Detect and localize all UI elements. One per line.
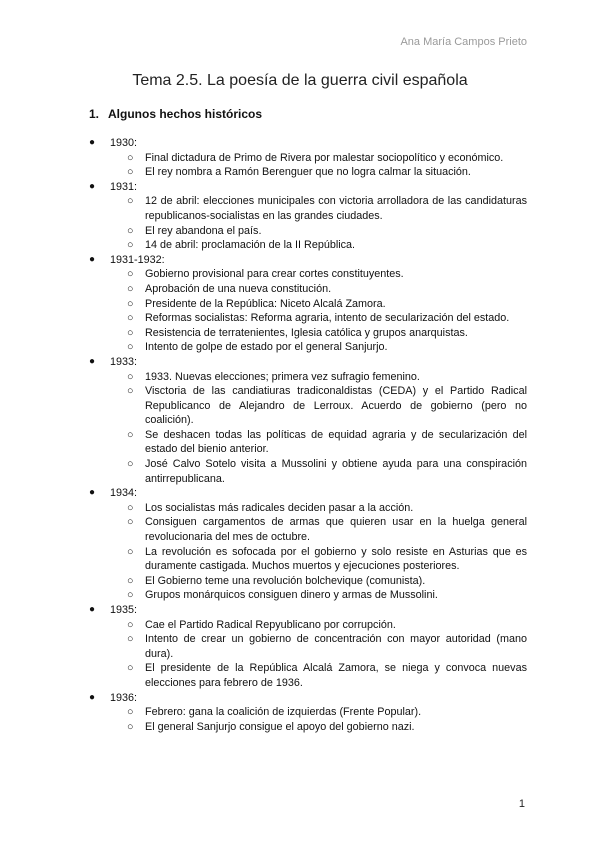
list-item — [89, 224, 527, 239]
event-text: 14 de abril: proclamación de la II República. — [145, 239, 356, 252]
event-text: La revolución es sofocada por el gobierno y solo resiste en Asturias que es duramente castigada. Muchos muertos y ejecuciones posteriores. — [145, 545, 527, 573]
timeline-entry — [89, 603, 527, 691]
list-item — [89, 238, 527, 253]
list-item — [89, 661, 527, 690]
event-text: Grupos monárquicos consiguen dinero y armas de Mussolini. — [145, 589, 438, 602]
timeline-year — [89, 180, 527, 195]
year-label: 1934: — [110, 487, 138, 500]
timeline-entry — [89, 180, 527, 253]
list-item — [89, 705, 527, 720]
section-heading — [89, 107, 262, 121]
event-text: El rey abandona el país. — [145, 224, 262, 237]
event-text: Intento de crear un gobierno de concentración con mayor autoridad (mano dura). — [145, 633, 527, 660]
year-label: 1931: — [110, 180, 138, 193]
event-list — [89, 267, 527, 355]
year-label: 1936: — [110, 691, 138, 704]
list-item — [89, 267, 527, 282]
circle-bullet-icon: ○ — [127, 458, 134, 471]
list-item — [89, 574, 527, 589]
circle-bullet-icon: ○ — [127, 282, 134, 295]
event-list — [89, 705, 527, 734]
circle-bullet-icon: ○ — [127, 706, 134, 719]
list-item — [89, 428, 527, 457]
event-text: El general Sanjurjo consigue el apoyo del gobierno nazi. — [145, 720, 415, 733]
timeline-year — [89, 136, 527, 151]
timeline-year — [89, 355, 527, 370]
section-title: Algunos hechos históricos — [108, 107, 263, 121]
event-text: El rey nombra a Ramón Berenguer que no logra calmar la situación. — [145, 166, 471, 179]
event-text: Cae el Partido Radical Repyublicano por corrupción. — [145, 618, 396, 631]
event-text: 1933. Nuevas elecciones; primera vez sufragio femenino. — [145, 370, 420, 383]
event-list — [89, 151, 527, 180]
bullet-icon: ● — [89, 355, 96, 367]
timeline-year — [89, 486, 527, 501]
document-title: Tema 2.5. La poesía de la guerra civil española — [132, 72, 468, 89]
year-label: 1930: — [110, 137, 138, 149]
bullet-icon: ● — [89, 691, 96, 703]
timeline-entry — [89, 355, 527, 486]
circle-bullet-icon: ○ — [127, 268, 134, 281]
event-text: Se deshacen todas las políticas de equidad agraria y de secularización del estado del bienio anterior. — [145, 428, 527, 456]
year-label: 1933: — [110, 355, 138, 368]
section-number: 1. — [89, 107, 100, 121]
circle-bullet-icon: ○ — [127, 633, 134, 646]
list-item — [89, 588, 527, 603]
event-text: 12 de abril: elecciones municipales con victoria arrolladora de las candidaturas republicanos-socialistas en las grandes ciudades. — [145, 195, 527, 222]
list-item — [89, 282, 527, 297]
circle-bullet-icon: ○ — [127, 312, 134, 325]
circle-bullet-icon: ○ — [127, 428, 134, 441]
timeline-list — [89, 136, 527, 734]
event-text: Febrero: gana la coalición de izquierdas (Frente Popular). — [145, 706, 422, 719]
circle-bullet-icon: ○ — [127, 239, 134, 252]
page-number: 1 — [518, 798, 525, 810]
timeline-entry — [89, 486, 527, 603]
circle-bullet-icon: ○ — [127, 720, 134, 733]
circle-bullet-icon: ○ — [127, 501, 134, 514]
timeline-entry — [89, 691, 527, 735]
circle-bullet-icon: ○ — [127, 166, 134, 179]
timeline-year — [89, 603, 527, 618]
bullet-icon: ● — [89, 253, 96, 265]
list-item — [89, 515, 527, 544]
list-item — [89, 384, 527, 428]
list-item — [89, 165, 527, 180]
event-text: El Gobierno teme una revolución bolchevique (comunista). — [145, 574, 426, 587]
circle-bullet-icon: ○ — [127, 618, 134, 631]
circle-bullet-icon: ○ — [127, 297, 134, 310]
list-item — [89, 370, 527, 385]
event-text: Los socialistas más radicales deciden pasar a la acción. — [145, 501, 414, 514]
bullet-icon: ● — [89, 180, 96, 192]
circle-bullet-icon: ○ — [127, 195, 134, 208]
event-text: Final dictadura de Primo de Rivera por malestar sociopolítico y económico. — [145, 151, 504, 164]
event-text: Resistencia de terratenientes, Iglesia católica y grupos anarquistas. — [145, 326, 468, 339]
circle-bullet-icon: ○ — [127, 326, 134, 339]
event-list — [89, 501, 527, 603]
event-text: José Calvo Sotelo visita a Mussolini y obtiene ayuda para una conspiración antirrepublicana. — [145, 458, 527, 485]
event-text: Consiguen cargamentos de armas que quieren usar en la huelga general revolucionaria del mes de octubre. — [145, 516, 527, 544]
list-item — [89, 151, 527, 166]
circle-bullet-icon: ○ — [127, 516, 134, 529]
list-item — [89, 618, 527, 633]
list-item — [89, 326, 527, 341]
event-text: El presidente de la República Alcalá Zamora, se niega y convoca nuevas elecciones para febrero de 1936. — [145, 662, 527, 689]
author-name: Ana María Campos Prieto — [400, 36, 527, 48]
event-text: Aprobación de una nueva constitución. — [145, 282, 332, 295]
circle-bullet-icon: ○ — [127, 545, 134, 558]
bullet-icon: ● — [89, 487, 96, 499]
event-list — [89, 194, 527, 252]
list-item — [89, 632, 527, 661]
list-item — [89, 194, 527, 223]
timeline-entry — [89, 136, 527, 180]
circle-bullet-icon: ○ — [127, 385, 134, 398]
year-label: 1931-1932: — [110, 253, 165, 266]
timeline-entry — [89, 253, 527, 355]
event-text: Visctoria de las candiatiuras tradiconaldistas (CEDA) y el Partido Radical Republicanco de Alejandro de Lerroux. Acuerdo de gobierno (pero no coalición). — [145, 385, 527, 427]
list-item — [89, 457, 527, 486]
event-text: Presidente de la República: Niceto Alcalá Zamora. — [145, 297, 386, 310]
bullet-icon: ● — [89, 604, 96, 615]
circle-bullet-icon: ○ — [127, 151, 134, 164]
circle-bullet-icon: ○ — [127, 224, 134, 237]
list-item — [89, 311, 527, 326]
event-list — [89, 618, 527, 691]
event-text: Reformas socialistas: Reforma agraria, intento de secularización del estado. — [145, 312, 510, 325]
list-item — [89, 297, 527, 312]
event-list — [89, 370, 527, 487]
circle-bullet-icon: ○ — [127, 589, 134, 602]
list-item — [89, 501, 527, 516]
circle-bullet-icon: ○ — [127, 662, 134, 675]
circle-bullet-icon: ○ — [127, 341, 134, 354]
bullet-icon: ● — [89, 137, 96, 148]
list-item — [89, 340, 527, 355]
timeline-year — [89, 253, 527, 268]
event-text: Gobierno provisional para crear cortes constituyentes. — [145, 268, 404, 281]
list-item — [89, 720, 527, 735]
year-label: 1935: — [110, 604, 138, 616]
circle-bullet-icon: ○ — [127, 370, 134, 383]
timeline-year — [89, 691, 527, 706]
event-text: Intento de golpe de estado por el general Sanjurjo. — [145, 341, 388, 354]
list-item — [89, 545, 527, 574]
circle-bullet-icon: ○ — [127, 574, 134, 587]
